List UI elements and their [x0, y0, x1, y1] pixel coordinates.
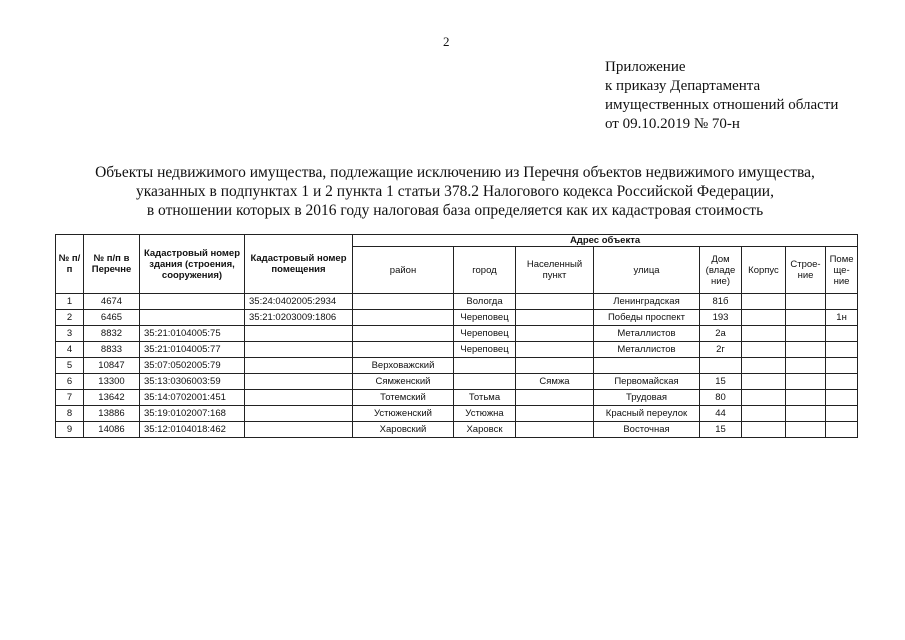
cell-pomeshchenie — [826, 374, 858, 390]
cell-room-cad — [245, 326, 353, 342]
cell-list-num: 13300 — [84, 374, 140, 390]
cell-stroenie — [786, 422, 826, 438]
cell-house: 81б — [700, 294, 742, 310]
cell-street: Восточная — [594, 422, 700, 438]
header-num: № п/п — [56, 235, 84, 294]
cell-list-num: 13642 — [84, 390, 140, 406]
title-line-3: в отношении которых в 2016 году налоговая база определяется как их кадастровая стоимость — [146, 202, 764, 219]
table-body — [56, 294, 858, 438]
title-line-1: Объекты недвижимого имущества, подлежащие исключению из Перечня объектов недвижимого имущества, — [95, 164, 815, 181]
cell-street — [594, 358, 700, 374]
cell-settlement — [516, 294, 594, 310]
cell-pomeshchenie — [826, 294, 858, 310]
cell-building-cad — [140, 294, 245, 310]
cell-city: Харовск — [454, 422, 516, 438]
cell-korpus — [742, 358, 786, 374]
cell-settlement — [516, 310, 594, 326]
appendix-line-1: Приложение — [605, 59, 686, 75]
header-stroenie: Строе- ние — [786, 247, 826, 294]
cell-room-cad: 35:21:0203009:1806 — [245, 310, 353, 326]
cell-num: 1 — [56, 294, 84, 310]
cell-house: 80 — [700, 390, 742, 406]
cell-num: 7 — [56, 390, 84, 406]
cell-house: 15 — [700, 374, 742, 390]
cell-house — [700, 358, 742, 374]
cell-street: Первомайская — [594, 374, 700, 390]
objects-table — [55, 234, 858, 438]
cell-room-cad — [245, 406, 353, 422]
cell-street: Победы проспект — [594, 310, 700, 326]
cell-building-cad: 35:12:0104018:462 — [140, 422, 245, 438]
cell-street: Металлистов — [594, 342, 700, 358]
table-row — [56, 342, 858, 358]
cell-num: 5 — [56, 358, 84, 374]
cell-stroenie — [786, 406, 826, 422]
cell-district: Тотемский — [353, 390, 454, 406]
cell-district: Сямженский — [353, 374, 454, 390]
header-pomeshchenie: Поме ще- ние — [826, 247, 858, 294]
cell-list-num: 4674 — [84, 294, 140, 310]
header-house: Дом (владе ние) — [700, 247, 742, 294]
header-building-cad: Кадастровый номер здания (строения, сооружения) — [140, 235, 245, 294]
header-settlement: Населенный пункт — [516, 247, 594, 294]
cell-stroenie — [786, 294, 826, 310]
cell-room-cad: 35:24:0402005:2934 — [245, 294, 353, 310]
cell-pomeshchenie — [826, 406, 858, 422]
cell-list-num: 14086 — [84, 422, 140, 438]
cell-list-num: 8832 — [84, 326, 140, 342]
cell-house: 2г — [700, 342, 742, 358]
cell-building-cad: 35:19:0102007:168 — [140, 406, 245, 422]
cell-korpus — [742, 326, 786, 342]
cell-settlement — [516, 390, 594, 406]
cell-stroenie — [786, 342, 826, 358]
cell-room-cad — [245, 390, 353, 406]
cell-building-cad: 35:13:0306003:59 — [140, 374, 245, 390]
header-korpus: Корпус — [742, 247, 786, 294]
cell-settlement: Сямжа — [516, 374, 594, 390]
cell-district: Верховажский — [353, 358, 454, 374]
cell-district — [353, 294, 454, 310]
cell-stroenie — [786, 374, 826, 390]
cell-korpus — [742, 406, 786, 422]
cell-list-num: 13886 — [84, 406, 140, 422]
appendix-line-3: имущественных отношений области — [605, 97, 839, 113]
cell-list-num: 10847 — [84, 358, 140, 374]
cell-stroenie — [786, 310, 826, 326]
header-street: улица — [594, 247, 700, 294]
header-list-num: № п/п в Перечне — [84, 235, 140, 294]
table-row — [56, 294, 858, 310]
cell-street: Ленинградская — [594, 294, 700, 310]
cell-pomeshchenie — [826, 358, 858, 374]
cell-building-cad — [140, 310, 245, 326]
header-address-group: Адрес объекта — [353, 235, 858, 247]
cell-room-cad — [245, 342, 353, 358]
cell-street: Красный переулок — [594, 406, 700, 422]
cell-street: Металлистов — [594, 326, 700, 342]
cell-stroenie — [786, 326, 826, 342]
appendix-block — [605, 58, 838, 134]
cell-city: Тотьма — [454, 390, 516, 406]
cell-city: Череповец — [454, 310, 516, 326]
table-row — [56, 374, 858, 390]
cell-korpus — [742, 390, 786, 406]
table-row — [56, 422, 858, 438]
cell-city — [454, 358, 516, 374]
cell-city: Череповец — [454, 326, 516, 342]
cell-pomeshchenie — [826, 326, 858, 342]
cell-district: Устюженский — [353, 406, 454, 422]
cell-list-num: 8833 — [84, 342, 140, 358]
table-row — [56, 406, 858, 422]
appendix-line-2: к приказу Департамента — [605, 78, 761, 94]
cell-city — [454, 374, 516, 390]
page-number: 2 — [443, 34, 450, 49]
table-row — [56, 310, 858, 326]
cell-pomeshchenie — [826, 342, 858, 358]
cell-room-cad — [245, 422, 353, 438]
cell-settlement — [516, 358, 594, 374]
cell-settlement — [516, 422, 594, 438]
table-row — [56, 390, 858, 406]
document-title — [60, 163, 850, 220]
cell-street: Трудовая — [594, 390, 700, 406]
cell-city: Устюжна — [454, 406, 516, 422]
cell-num: 2 — [56, 310, 84, 326]
cell-building-cad: 35:07:0502005:79 — [140, 358, 245, 374]
header-district: район — [353, 247, 454, 294]
cell-stroenie — [786, 358, 826, 374]
cell-korpus — [742, 294, 786, 310]
cell-building-cad: 35:21:0104005:77 — [140, 342, 245, 358]
cell-korpus — [742, 374, 786, 390]
cell-num: 9 — [56, 422, 84, 438]
cell-district: Харовский — [353, 422, 454, 438]
cell-district — [353, 342, 454, 358]
cell-settlement — [516, 406, 594, 422]
cell-district — [353, 326, 454, 342]
cell-building-cad: 35:14:0702001:451 — [140, 390, 245, 406]
cell-settlement — [516, 342, 594, 358]
header-city: город — [454, 247, 516, 294]
cell-settlement — [516, 326, 594, 342]
cell-list-num: 6465 — [84, 310, 140, 326]
cell-house: 193 — [700, 310, 742, 326]
cell-city: Череповец — [454, 342, 516, 358]
cell-room-cad — [245, 374, 353, 390]
cell-city: Вологда — [454, 294, 516, 310]
cell-korpus — [742, 422, 786, 438]
table-row — [56, 326, 858, 342]
title-line-2: указанных в подпунктах 1 и 2 пункта 1 статьи 378.2 Налогового кодекса Российской Федерации, — [136, 183, 774, 200]
table-row — [56, 358, 858, 374]
cell-num: 3 — [56, 326, 84, 342]
header-room-cad: Кадастровый номер помещения — [245, 235, 353, 294]
cell-korpus — [742, 342, 786, 358]
cell-house: 2а — [700, 326, 742, 342]
cell-pomeshchenie — [826, 390, 858, 406]
cell-district — [353, 310, 454, 326]
cell-house: 44 — [700, 406, 742, 422]
cell-korpus — [742, 310, 786, 326]
cell-house: 15 — [700, 422, 742, 438]
cell-pomeshchenie — [826, 422, 858, 438]
cell-stroenie — [786, 390, 826, 406]
cell-num: 4 — [56, 342, 84, 358]
cell-pomeshchenie: 1н — [826, 310, 858, 326]
cell-num: 8 — [56, 406, 84, 422]
cell-room-cad — [245, 358, 353, 374]
appendix-line-4: от 09.10.2019 № 70-н — [605, 116, 740, 132]
cell-building-cad: 35:21:0104005:75 — [140, 326, 245, 342]
cell-num: 6 — [56, 374, 84, 390]
